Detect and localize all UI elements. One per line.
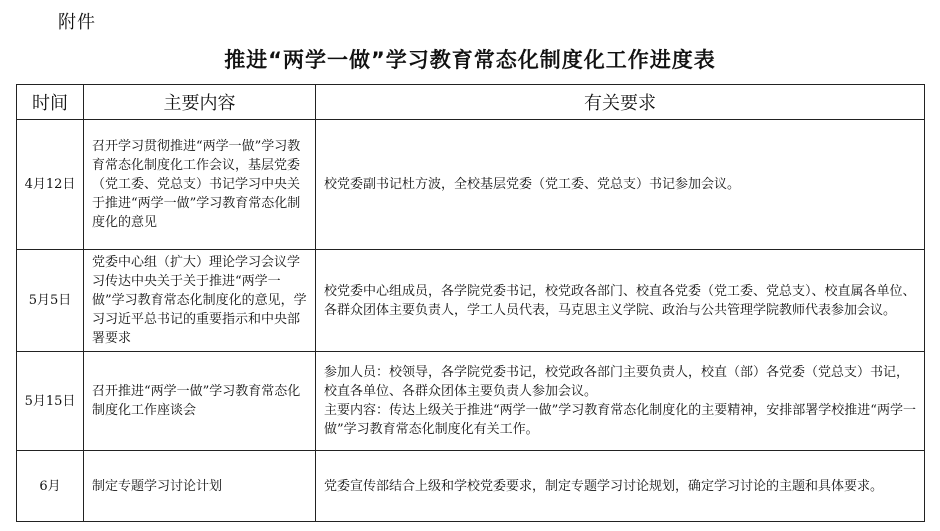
row-content: 召开学习贯彻推进“两学一做”学习教育常态化制度化工作会议，基层党委（党工委、党总支）书记学习中央关于推进“两学一做”学习教育常态化制度化的意见 — [84, 120, 316, 250]
requirements-participants: 参加人员：校领导，各学院党委书记，校党政各部门主要负责人，校直（部）各党委（党总支）书记，校直各单位、各群众团体主要负责人参加会议。 — [324, 365, 910, 399]
row-requirements: 校党委副书记杜方波，全校基层党委（党工委、党总支）书记参加会议。 — [316, 120, 925, 250]
table-row — [17, 352, 925, 451]
attachment-label: 附件 — [58, 12, 96, 33]
row-time: 5月15日 — [17, 352, 84, 451]
row-time: 5月5日 — [17, 250, 84, 352]
row-requirements — [316, 352, 925, 451]
row-requirements: 校党委中心组成员，各学院党委书记，校党政各部门、校直各党委（党工委、党总支）、校直属各单位、各群众团体主要负责人，学工人员代表，马克思主义学院、政治与公共管理学院教师代表参加会议。 — [316, 250, 925, 352]
table-header-row — [17, 85, 925, 120]
table-row — [17, 250, 925, 352]
row-time: 6月 — [17, 451, 84, 522]
document-title: 推进“两学一做”学习教育常态化制度化工作进度表 — [224, 48, 716, 72]
row-content: 制定专题学习讨论计划 — [84, 451, 316, 522]
table-row — [17, 451, 925, 522]
row-content: 召开推进“两学一做”学习教育常态化制度化工作座谈会 — [84, 352, 316, 451]
header-requirements: 有关要求 — [316, 85, 925, 120]
requirements-main-content: 主要内容：传达上级关于推进“两学一做”学习教育常态化制度化的主要精神，安排部署学校推进“两学一做”学习教育常态化制度化有关工作。 — [324, 403, 916, 437]
table-row — [17, 120, 925, 250]
header-time: 时间 — [17, 85, 84, 120]
row-content: 党委中心组（扩大）理论学习会议学习传达中央关于关于推进“两学一做”学习教育常态化制度化的意见，学习习近平总书记的重要指示和中央部署要求 — [84, 250, 316, 352]
row-time: 4月12日 — [17, 120, 84, 250]
row-requirements: 党委宣传部结合上级和学校党委要求，制定专题学习讨论规划，确定学习讨论的主题和具体要求。 — [316, 451, 925, 522]
progress-table — [16, 84, 925, 522]
header-content: 主要内容 — [84, 85, 316, 120]
